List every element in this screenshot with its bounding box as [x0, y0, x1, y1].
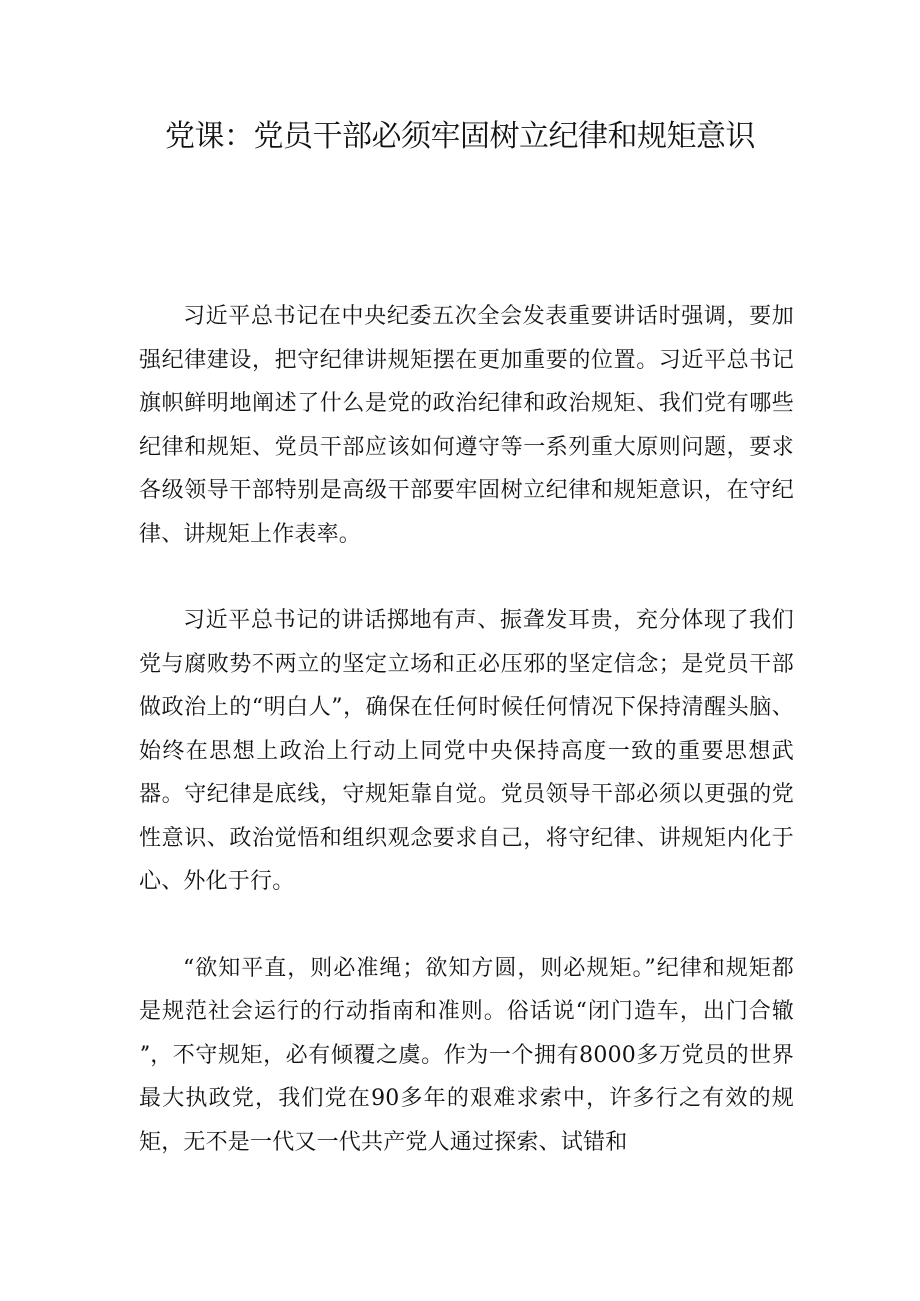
paragraph-3: “欲知平直，则必准绳；欲知方圆，则必规矩。”纪律和规矩都是规范社会运行的行动指南和准则。俗话说“闭门造车，出门合辙ˮ，不守规矩，必有倾覆之虞。作为一个拥有8000多万党员的世界最大执政党，我们党在90多年的艰难求索中，许多行之有效的规矩，无不是一代又一代共产党人通过探索、试错和	[139, 955, 794, 1155]
document-title: 党课：党员干部必须牢固树立纪律和规矩意识	[165, 119, 755, 154]
document-body	[139, 295, 794, 1207]
paragraph-1: 习近平总书记在中央纪委五次全会发表重要讲话时强调，要加强纪律建设，把守纪律讲规矩摆在更加重要的位置。习近平总书记旗帜鲜明地阐述了什么是党的政治纪律和政治规矩、我们党有哪些纪律和规矩、党员干部应该如何遵守等一系列重大原则问题，要求各级领导干部特别是高级干部要牢固树立纪律和规矩意识，在守纪律、讲规矩上作表率。	[139, 304, 794, 547]
paragraph-2: 习近平总书记的讲话掷地有声、振聋发耳贵，充分体现了我们党与腐败势不两立的坚定立场和正必压邪的坚定信念；是党员干部做政治上的“明白人”，确保在任何时候任何情况下保持清醒头脑、始终在思想上政治上行动上同党中央保持高度一致的重要思想武器。守纪律是底线，守规矩靠自觉。党员领导干部必须以更强的党性意识、政治觉悟和组织观念要求自己，将守纪律、讲规矩内化于心、外化于行。	[139, 608, 794, 894]
